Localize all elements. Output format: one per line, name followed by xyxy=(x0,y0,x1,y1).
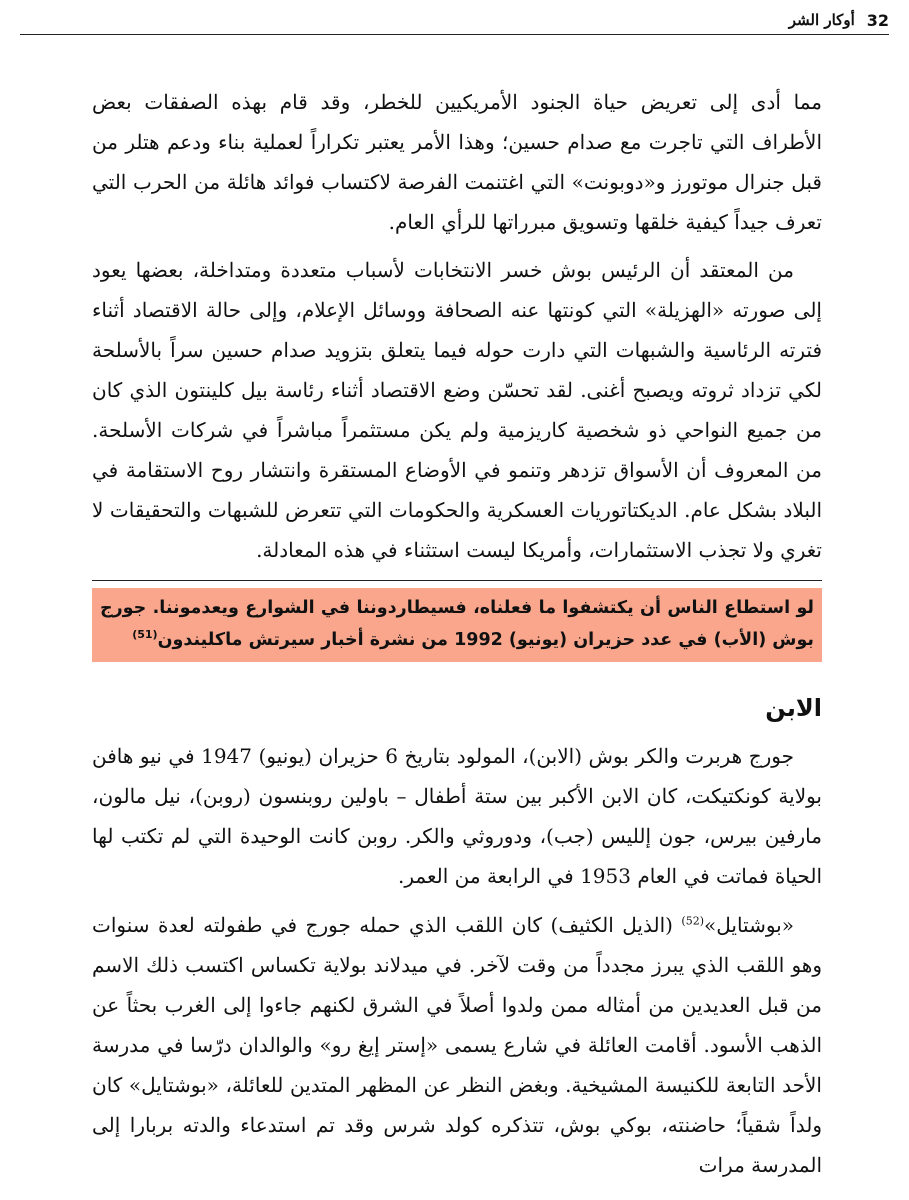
header-divider xyxy=(20,34,889,35)
footnote-ref: (52) xyxy=(681,914,705,928)
book-title: أوكار الشر xyxy=(788,11,855,29)
quote-divider xyxy=(92,580,822,581)
paragraph xyxy=(92,250,822,570)
body-text-top-2 xyxy=(92,250,822,570)
page-number: 32 xyxy=(866,10,889,30)
paragraph xyxy=(92,905,822,1185)
running-header xyxy=(20,6,889,34)
paragraph: مما أدى إلى تعريض حياة الجنود الأمريكيين للخطر، وقد قام بهذه الصفقات بعض الأطراف التي تاجرت مع صدام حسين؛ وهذا الأمر يعتبر تكراراً لعملية بناء ودعم هتلر من قبل جنرال موتورز و«دوبونت» التي اغتنمت الفرصة لاكتساب فوائد هائلة من الحرب التي تعرف جيداً كيفية خلقها وتسويق مبرراتها للرأي العام. xyxy=(92,90,822,234)
paragraph-text: جورج هربرت والكر بوش (الابن)، المولود بتاريخ 6 حزيران (يونيو) 1947 في نيو هافن بولاية كونكتيكت، كان الابن الأكبر بين ستة أطفال – باولين روبنسون (روبن)، نيل مالون، مارفين بيرس، جون إلليس (جب)، ودوروثي والكر. روبن كانت الوحيدة التي لم تكتب لها الحياة فماتت في العام 1953 في الرابعة من العمر. xyxy=(92,744,822,888)
paragraph-text: من المعتقد أن الرئيس بوش خسر الانتخابات لأسباب متعددة ومتداخلة، بعضها يعود إلى صورته «الهزيلة» التي كونتها عنه الصحافة ووسائل الإعلام، وإلى حالة الاقتصاد أثناء فترته الرئاسية والشبهات التي دارت حوله فيما يتعلق بتزويد صدام حسين سراً بالأسلحة لكي تزداد ثروته ويصبح أغنى. لقد تحسّن وضع الاقتصاد أثناء رئاسة بيل كلينتون الذي كان من جميع النواحي ذو شخصية كاريزمية ولم يكن مستثمراً مباشراً في شركات الأسلحة. من المعروف أن الأسواق تزدهر وتنمو في الأوضاع المستقرة وانتشار روح الاستقامة في البلاد بشكل عام. الديكتاتوريات العسكرية والحكومات التي تتعرض للشبهات والتحقيقات لا تغري ولا تجذب الاستثمارات، وأمريكا ليست استثناء في هذه المعادلة. xyxy=(92,258,822,562)
quote-footnote-ref: (51) xyxy=(132,628,158,642)
quote-text: لو استطاع الناس أن يكتشفوا ما فعلناه، فسيطاردوننا في الشوارع ويعدموننا. جورج بوش (الأب) في عدد حزيران (يونيو) 1992 من نشرة أخبار سيرتش ماكليندون xyxy=(100,598,814,650)
highlighted-quote xyxy=(92,588,822,662)
paragraph xyxy=(92,736,822,896)
paragraph-text-rest: (الذيل الكثيف) كان اللقب الذي حمله جورج في طفولته لعدة سنوات وهو اللقب الذي يبرز مجدداً من وقت لآخر. في ميدلاند بولاية تكساس اكتسب ذلك الاسم من قبل العديدين من أمثاله ممن ولدوا أصلاً في الشرق لكنهم جاءوا إلى الغرب بحثاً عن الذهب الأسود. أقامت العائلة في شارع يسمى «إستر إيغ رو» والوالدان درّسا في مدرسة الأحد التابعة للكنيسة المشيخية. وبغض النظر عن المظهر المتدين للعائلة، «بوشتايل» كان ولداً شقياً؛ حاضنته، بوكي بوش، تتذكره كولد شرس وقد تم استدعاء والدته بربارا إلى المدرسة مرات xyxy=(92,913,822,1177)
section-heading: الابن xyxy=(765,694,822,722)
body-text-bottom-2 xyxy=(92,905,822,1185)
body-text-top xyxy=(92,82,822,242)
body-text-bottom xyxy=(92,736,822,896)
paragraph-text-start: «بوشتايل» xyxy=(704,913,794,937)
